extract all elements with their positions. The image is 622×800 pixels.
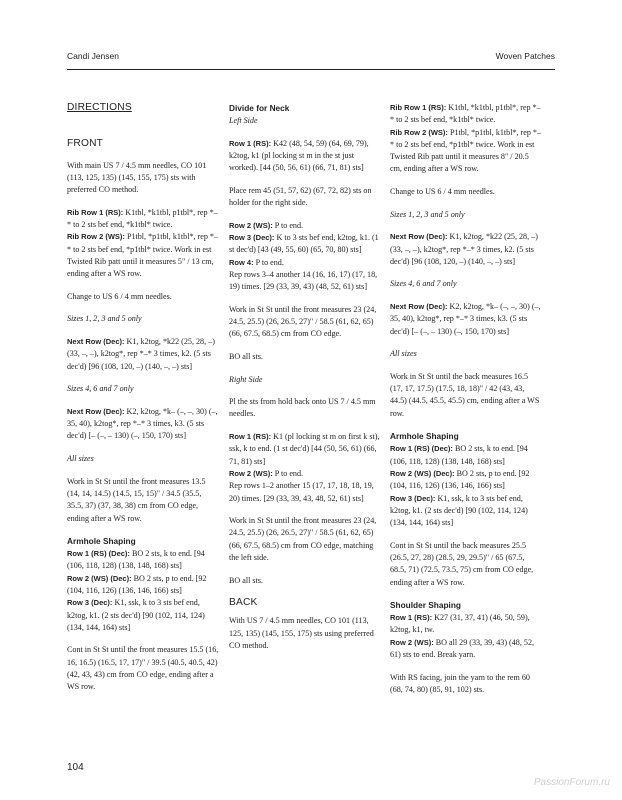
armhole-row-1-label: Row 1 (RS) (Dec): (67, 549, 130, 559)
left-row-1-label: Row 1 (RS): (229, 138, 272, 148)
back-next-row-1 (390, 231, 542, 268)
next-row-1-label: Next Row (Dec): (67, 337, 125, 347)
right-side-heading: Right Side (229, 374, 263, 384)
back-armhole-row-1-text: BO 2 sts, k to end. [94 (106, 118, 128) (138, 148, 168) sts] (390, 444, 528, 466)
shoulder-row-1 (390, 612, 542, 637)
back-all-sizes-heading: All sizes (390, 349, 417, 359)
divide-for-neck-heading: Divide for Neck (229, 103, 290, 113)
left-work-text: Work in St St until the front measures 23 (24, 24.5, 25.5) (26, 26.5, 27)" / 58.5 (61, 62, 65) (66, 67.5, 68.5) cm from CO edge. (229, 304, 377, 339)
left-row-2-text: P to end. (272, 220, 304, 230)
back-armhole-row-3 (390, 493, 542, 530)
shoulder-row-2 (390, 637, 542, 662)
rib-row-2 (67, 231, 219, 280)
shoulder-row-2-label: Row 2 (WS): (390, 637, 434, 647)
all-sizes-heading: All sizes (67, 454, 94, 464)
front-heading: FRONT (67, 138, 104, 150)
page-number: 104 (67, 762, 84, 773)
running-header-author: Candi Jensen (67, 51, 119, 61)
right-pick-up-text: Pl the sts from hold back onto US 7 / 4.5 mm needles. (229, 397, 376, 419)
armhole-row-3-label: Row 3 (Dec): (67, 598, 113, 608)
back-armhole-shaping-heading: Armhole Shaping (390, 431, 459, 442)
left-row-3-label: Row 3 (Dec): (229, 232, 275, 242)
armhole-row-1 (67, 548, 219, 573)
back-next-row-2-label: Next Row (Dec): (390, 302, 448, 312)
back-armhole-row-2-label: Row 2 (WS) (Dec): (390, 468, 455, 478)
back-next-row-2-text: K2, k2tog, *k– (–, –, 30) (–, 35, 40), k2tog*, rep *–* 3 times, k3. (5 sts dec'd) [– (–, – 130) (–, 150, 170) sts] (390, 302, 541, 336)
column-3 (390, 102, 542, 707)
back-sizes-467-heading: Sizes 4, 6 and 7 only (390, 279, 457, 289)
back-armhole-row-2 (390, 468, 542, 493)
back-armhole-row-3-label: Row 3 (Dec): (390, 493, 436, 503)
running-header-title: Woven Patches (495, 51, 555, 61)
back-next-row-1-label: Next Row (Dec): (390, 232, 448, 242)
right-row-1-text: K1 (pl locking st m on first k st), ssk, k to end. (1 st dec'd) [44 (50, 56, 61) (66, 71, 81) sts] (229, 432, 380, 466)
back-armhole-row-3-text: K1, ssk, k to 3 sts bef end, k2tog, k1. (2 sts dec'd) [90 (102, 114, 124) (134, 144, 164) sts] (390, 493, 528, 528)
rib-row-1 (67, 207, 219, 232)
watermark: PassionForum.ru (533, 777, 610, 788)
armhole-row-1-text: BO 2 sts, k to end. [94 (106, 118, 128) (138, 148, 168) sts] (67, 549, 205, 571)
next-row-1 (67, 336, 219, 373)
right-repeat-text: Rep rows 1–2 another 15 (17, 17, 18, 18, 19, 20) times. [29 (33, 39, 43, 48, 52, 61) sts] (229, 481, 374, 503)
back-rib-row-2-text: P1tbl, *p1tbl, k1tbl*, rep *–* to 2 sts bef end, *p1tbl* twice. Work in est Twisted Rib patt until it measures 8" / 20.5 cm, ending after a WS row. (390, 127, 541, 174)
front-work-text: Work in St St until the front measures 13.5 (14, 14, 14.5) (14.5, 15, 15)" / 34.5 (35.5, 35.5, 37) (37, 38, 38) cm from CO edge, ending after a WS row. (67, 476, 206, 523)
back-heading: BACK (229, 597, 258, 609)
back-armhole-row-1-label: Row 1 (RS) (Dec): (390, 444, 453, 454)
join-yarn-text: With RS facing, join the yarn to the rem 60 (68, 74, 80) (85, 91, 102) sts. (390, 672, 530, 694)
back-change-needles-text: Change to US 6 / 4 mm needles. (390, 187, 495, 197)
back-continue-text: Cont in St St until the back measures 25.5 (26.5, 27, 28) (28.5, 29, 29.5)" / 65 (67.5, 68.5, 71) (72.5, 73.5, 75) cm from CO edge, ending after a WS row. (390, 540, 534, 587)
next-row-2-text: K2, k2tog, *k– (–, –, 30) (–, 35, 40), k2tog*, rep *–* 3 times, k3. (5 sts dec'd) [– (–, – 130) (–, 150, 170) sts] (67, 406, 218, 441)
back-rib-row-1-label: Rib Row 1 (RS): (390, 103, 447, 112)
next-row-2-label: Next Row (Dec): (67, 406, 125, 416)
armhole-row-2-text: BO 2 sts, p to end. [92 (104, 116, 126) (136, 146, 166) sts] (67, 573, 207, 595)
shoulder-shaping-heading: Shoulder Shaping (390, 600, 461, 611)
front-continue-text: Cont in St St until the front measures 15.5 (16, 16, 16.5) (16.5, 17, 17)" / 39.5 (40.5, 40.5, 42) (42, 43, 43) cm from CO edge, ending after a WS row. (67, 645, 219, 692)
back-rib-row-1-text: K1tbl, *k1tbl, p1tbl*, rep *–* to 2 sts bef end, *k1tbl* twice. (390, 103, 541, 125)
header-rule (67, 69, 555, 70)
sizes-1235-heading: Sizes 1, 2, 3 and 5 only (67, 314, 142, 324)
rib-row-1-label: Rib Row 1 (RS): (67, 207, 124, 217)
rib-row-1-text: K1tbl, *k1tbl, p1tbl*, rep *–* to 2 sts bef end, *k1tbl* twice. (67, 207, 218, 230)
sizes-467-heading: Sizes 4, 6 and 7 only (67, 384, 134, 394)
back-armhole-row-2-text: BO 2 sts, p to end. [92 (104, 116, 126) (136, 146, 166) sts] (390, 468, 530, 491)
left-side-heading: Left Side (229, 116, 258, 125)
right-row-2-text: P to end. (272, 468, 304, 478)
left-row-1-text: K42 (48, 54, 59) (64, 69, 79), k2tog, k1 (pl locking st m in the st just worked). [44 (50, 56, 61) (66, 71, 81) sts] (229, 138, 369, 173)
back-armhole-row-1 (390, 443, 542, 468)
left-row-3 (229, 232, 381, 257)
left-row-2 (229, 220, 381, 232)
shoulder-row-1-label: Row 1 (RS): (390, 613, 433, 623)
right-row-2-label: Row 2 (WS): (229, 468, 273, 478)
directions-heading: DIRECTIONS (67, 102, 132, 113)
place-on-holder-text: Place rem 45 (51, 57, 62) (67, 72, 82) sts on holder for the right side. (229, 185, 372, 208)
left-repeat-text: Rep rows 3–4 another 14 (16, 16, 17) (17, 18, 19) times. [29 (33, 39, 43) (48, 52, 61) sts] (229, 269, 378, 292)
left-row-3-text: K to 3 sts bef end, k2tog, k1. (1 st dec'd) [43 (49, 55, 60) (65, 70, 80) sts] (229, 232, 379, 255)
right-row-2 (229, 468, 381, 480)
left-row-1 (229, 138, 381, 175)
right-bind-off-text: BO all sts. (229, 575, 263, 585)
shoulder-row-1-text: K27 (31, 37, 41) (46, 50, 59), k2tog, k1, tw. (390, 613, 530, 635)
change-needles-text: Change to US 6 / 4 mm needles. (67, 291, 172, 301)
rib-row-2-label: Rib Row 2 (WS): (67, 232, 125, 242)
front-cast-on-text: With main US 7 / 4.5 mm needles, CO 101 (113, 125, 135) (145, 155, 175) sts with preferred CO method. (67, 160, 207, 195)
left-row-4 (229, 257, 381, 269)
back-rib-row-2-label: Rib Row 2 (WS): (390, 127, 448, 137)
back-next-row-1-text: K1, k2tog, *k22 (25, 28, –) (33, –, –), k2tog*, rep *–* 3 times, k2. (5 sts dec'd) [96 (108, 120, –) (140, –, –) sts] (390, 232, 538, 266)
column-2 (229, 102, 381, 663)
left-row-2-label: Row 2 (WS): (229, 220, 273, 230)
back-cast-on-text: With US 7 / 4.5 mm needles, CO 101 (113, 125, 135) (145, 155, 175) sts using preferred CO method. (229, 616, 374, 651)
next-row-2 (67, 406, 219, 443)
left-row-4-label: Row 4: (229, 257, 254, 267)
armhole-row-2-label: Row 2 (WS) (Dec): (67, 573, 132, 583)
left-bind-off-text: BO all sts. (229, 351, 263, 361)
back-rib-row-2 (390, 127, 542, 176)
next-row-1-text: K1, k2tog, *k22 (25, 28, –) (33, –, –), k2tog*, rep *–* 3 times, k2. (5 sts dec'd) [96 (108, 120, –) (140, –, –) sts] (67, 337, 215, 371)
column-1 (67, 102, 219, 704)
armhole-row-3-text: K1, ssk, k to 3 sts bef end, k2tog, k1. (2 sts dec'd) [90 (102, 114, 124) (134, 144, 164) sts] (67, 598, 205, 632)
back-rib-row-1 (390, 102, 542, 127)
armhole-row-2 (67, 573, 219, 598)
armhole-shaping-heading: Armhole Shaping (67, 536, 136, 547)
right-row-1-label: Row 1 (RS): (229, 432, 272, 442)
right-work-text: Work in St St until the front measures 23 (24, 24.5, 25.5) (26, 26.5, 27)" / 58.5 (61, 62, 65) (66, 67.5, 68.5) cm from CO edge, matching the left side. (229, 516, 377, 562)
left-row-4-text: P to end. (253, 257, 284, 267)
right-row-1 (229, 431, 381, 468)
armhole-row-3 (67, 597, 219, 634)
back-next-row-2 (390, 301, 542, 338)
rib-row-2-text: P1tbl, *p1tbl, k1tbl*, rep *–* to 2 sts bef end, *p1tbl* twice. Work in est Twisted Rib patt until it measures 5" / 13 cm, ending after a WS row. (67, 232, 218, 279)
shoulder-row-2-text: BO all 29 (33, 39, 43) (48, 52, 61) sts to end. Break yarn. (390, 637, 535, 660)
back-work-text: Work in St St until the back measures 16.5 (17, 17, 17.5) (17.5, 18, 18)" / 42 (43, 43, 44.5) (44.5, 45.5, 45.5) cm, ending after a WS row. (390, 371, 540, 418)
back-sizes-1235-heading: Sizes 1, 2, 3 and 5 only (390, 209, 465, 219)
